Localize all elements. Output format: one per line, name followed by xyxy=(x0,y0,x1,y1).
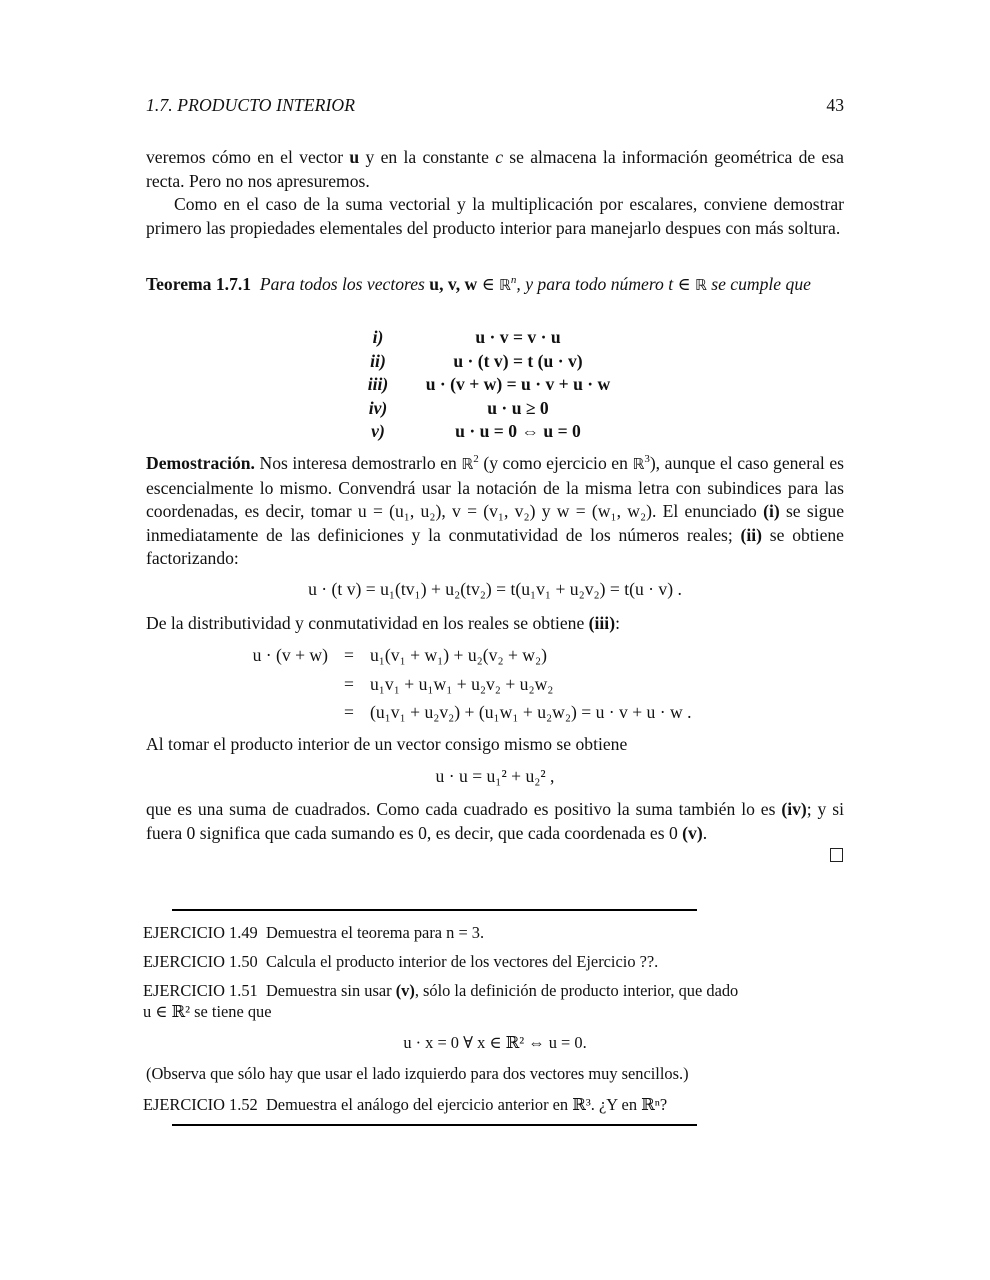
exercise-text: Demuestra el teorema para n = 3. xyxy=(265,923,485,942)
text: ; y si fuera 0 significa que cada sumando es 0, es decir, que cada coordenada es 0 xyxy=(146,799,844,843)
property-label: ii) xyxy=(370,350,386,371)
exercise-label: EJERCICIO 1.51 xyxy=(143,981,258,1000)
ref-iv: (iv) xyxy=(781,799,807,819)
equation-rhs: (u₁v₁ + u₂v₂) + (u₁w₁ + u₂w₂) = u · v + u · w . xyxy=(370,702,692,722)
property-label: v) xyxy=(371,421,385,441)
text: , xyxy=(441,501,453,521)
w-definition: w = (w₁, w₂) xyxy=(556,501,652,521)
equation-lhs xyxy=(208,701,328,730)
text: que es una suma de cuadrados. Como cada cuadrado es positivo la suma también lo es xyxy=(146,799,782,819)
proof-paragraph-2 xyxy=(146,612,844,636)
equation-rhs: u₁v₁ + u₁w₁ + u₂v₂ + u₂w₂ xyxy=(370,673,554,694)
theorem-property xyxy=(356,420,636,444)
ref-ii: (ii) xyxy=(740,524,763,545)
proof-paragraph-1 xyxy=(146,452,844,571)
exercise-text: , sólo la definición de producto interior, que dado xyxy=(414,981,739,1000)
real-space-symbol: ℝ xyxy=(632,455,645,473)
property-label: iii) xyxy=(367,374,389,394)
exercises-bottom-rule xyxy=(172,1124,697,1126)
property-label: iv) xyxy=(368,397,388,418)
equation-lhs: u · (v + w) xyxy=(252,645,328,665)
exercise-1-52 xyxy=(143,1094,848,1115)
text: Para todos los vectores xyxy=(259,274,430,294)
u-definition: u = (u₁, u₂) xyxy=(357,501,442,521)
theorem-property xyxy=(356,326,636,350)
exercise-text: u ∈ ℝ² se tiene que xyxy=(143,1002,272,1021)
property-formula: u · v = v · u xyxy=(475,327,561,347)
text: Nos interesa demostrarlo en xyxy=(254,453,462,473)
equation-equals: = xyxy=(344,702,354,722)
exercise-label: EJERCICIO 1.50 xyxy=(143,952,258,971)
text: ∈ xyxy=(673,274,695,294)
exercise-text: Demuestra el análogo del ejercicio anterior en ℝ³. ¿Y en ℝⁿ? xyxy=(265,1095,668,1114)
theorem-properties-list xyxy=(356,326,636,444)
property-label: i) xyxy=(372,327,384,347)
equation-equals: = xyxy=(344,645,354,665)
real-space-symbol: ℝ xyxy=(499,276,511,294)
exponent: 2 xyxy=(473,453,479,466)
exercise-1-51-equation: u · x = 0 ∀ x ∈ ℝ² ⇔ u = 0. xyxy=(403,1033,587,1052)
property-formula: u · u = 0 ⇔ u = 0 xyxy=(455,421,581,441)
text: De la distributividad y conmutatividad en los reales se obtiene xyxy=(146,613,589,633)
proof-paragraph-3: Al tomar el producto interior de un vector consigo mismo se obtiene xyxy=(146,734,628,754)
text: , y para todo número xyxy=(516,274,669,294)
exercise-label: EJERCICIO 1.49 xyxy=(143,923,258,942)
exercise-text: Calcula el producto interior de los vectores del Ejercicio ??. xyxy=(265,952,659,971)
text: se cumple que xyxy=(706,274,811,294)
text: . El enunciado xyxy=(651,501,764,521)
text: . xyxy=(702,822,708,843)
text: se almacena la información geométrica de esa recta. Pero no nos apresuremos. xyxy=(146,147,844,191)
page-number: 43 xyxy=(826,95,844,115)
v-definition: v = (v₁, v₂) xyxy=(452,501,536,521)
constant-c: c xyxy=(495,147,503,167)
property-formula: u · (v + w) = u · v + u · w xyxy=(425,374,611,394)
exponent: n xyxy=(510,274,517,287)
ref-v: (v) xyxy=(395,981,415,1000)
real-space-symbol: ℝ xyxy=(461,455,474,473)
vectors: u, v, w xyxy=(429,274,478,294)
equation-array-property-iii xyxy=(208,644,808,730)
text: (y como ejercicio en xyxy=(478,453,633,473)
equation-lhs xyxy=(208,673,328,702)
theorem-statement xyxy=(146,273,844,298)
equation-row xyxy=(208,673,808,702)
intro-paragraph-1 xyxy=(146,146,844,193)
text: y xyxy=(535,501,557,521)
proof-paragraph-4 xyxy=(146,798,844,845)
ref-iii: (iii) xyxy=(588,613,616,633)
exercise-1-51-note: (Observa que sólo hay que usar el lado izquierdo para dos vectores muy sencillos.) xyxy=(146,1064,689,1083)
equation-property-iv: u · u = u₁² + u₂² , xyxy=(435,766,555,786)
theorem-property xyxy=(356,350,636,374)
equation-property-ii: u · (t v) = u₁(tv₁) + u₂(tv₂) = t(u₁v₁ + u₂v₂) = t(u · v) . xyxy=(308,579,682,599)
ref-v: (v) xyxy=(682,822,703,843)
text: se obtiene factorizando: xyxy=(146,524,844,568)
equation-row xyxy=(208,701,808,730)
exercise-label: EJERCICIO 1.52 xyxy=(143,1095,258,1114)
equation-row xyxy=(208,644,808,673)
exercises-top-rule xyxy=(172,909,697,911)
text: ∈ xyxy=(477,274,500,294)
text: : xyxy=(615,613,620,633)
qed-box-icon xyxy=(830,848,843,862)
equation-rhs: u₁(v₁ + w₁) + u₂(v₂ + w₂) xyxy=(370,645,547,665)
proof-label: Demostración. xyxy=(146,453,255,473)
running-header-section: 1.7. PRODUCTO INTERIOR xyxy=(146,95,356,115)
vector-u: u xyxy=(349,147,360,167)
text: ), aunque el caso general es escencialmente lo mismo. Convendrá usar la notación de la misma letra con subindices para las coordenadas, es decir, tomar xyxy=(146,453,845,521)
exercise-1-51 xyxy=(143,980,848,1022)
property-formula: u · u ≥ 0 xyxy=(487,397,549,418)
theorem-property xyxy=(356,397,636,421)
exercise-1-49 xyxy=(143,922,848,943)
real-space-symbol: ℝ xyxy=(694,276,707,294)
theorem-label: Teorema 1.7.1 xyxy=(146,274,252,294)
property-formula: u · (t v) = t (u · v) xyxy=(453,350,583,371)
text: y en la constante xyxy=(359,147,496,167)
ref-i: (i) xyxy=(763,501,780,521)
scalar-t: t xyxy=(668,274,674,294)
exercise-text: Demuestra sin usar xyxy=(265,981,396,1000)
intro-section xyxy=(146,146,844,240)
theorem-property xyxy=(356,373,636,397)
exercise-1-50 xyxy=(143,951,848,972)
equation-equals: = xyxy=(344,673,354,694)
intro-paragraph-2: Como en el caso de la suma vectorial y la multiplicación por escalares, conviene demostrar primero las propiedades elementales del producto interior para manejarlo despues con más soltura. xyxy=(146,194,844,238)
text: veremos cómo en el vector xyxy=(146,147,350,167)
exponent: 3 xyxy=(644,453,650,466)
text: se sigue inmediatamente de las definiciones y la conmutatividad de los números reales; xyxy=(146,501,845,545)
